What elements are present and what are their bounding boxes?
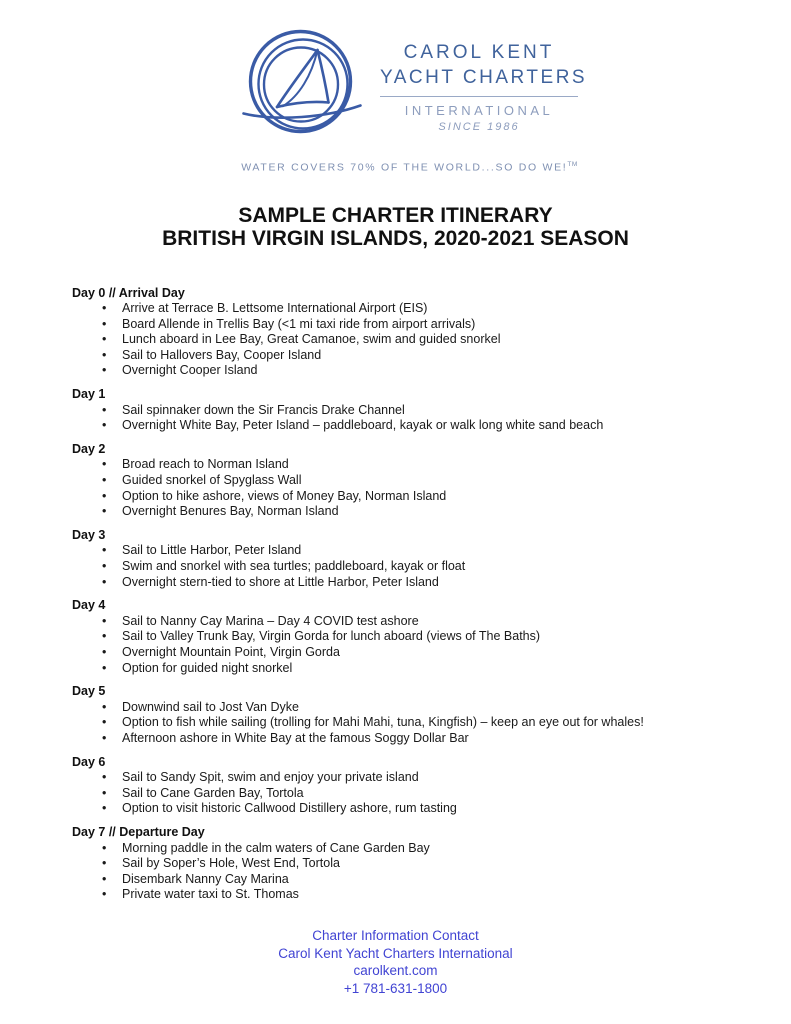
activity-item: • Arrive at Terrace B. Lettsome International Airport (EIS) [72, 301, 719, 317]
activity-item: • Overnight Benures Bay, Norman Island [72, 504, 719, 520]
brand-name-line1: CAROL KENT [403, 42, 555, 63]
day-section [72, 598, 719, 676]
itinerary-list [72, 286, 719, 903]
activity-item: • Private water taxi to St. Thomas [72, 887, 719, 903]
activity-item: • Downwind sail to Jost Van Dyke [72, 700, 719, 716]
document-title [0, 204, 791, 250]
activity-item: • Disembark Nanny Cay Marina [72, 872, 719, 888]
day-activities [72, 770, 719, 817]
day-activities [72, 457, 719, 519]
brand-since: SINCE 1986 [438, 121, 520, 133]
brand-lockup [241, 28, 588, 146]
day-heading: Day 2 [72, 441, 106, 456]
activity-item: • Overnight Mountain Point, Virgin Gorda [72, 645, 719, 661]
activity-item: • Sail to Valley Trunk Bay, Virgin Gorda for lunch aboard (views of The Baths) [72, 629, 719, 645]
day-section [72, 387, 719, 434]
day-heading: Day 4 [72, 598, 106, 613]
activity-item: • Morning paddle in the calm waters of Cane Garden Bay [72, 841, 719, 857]
activity-item: • Afternoon ashore in White Bay at the famous Soggy Dollar Bar [72, 731, 719, 747]
contact-website-link[interactable]: carolkent.com [353, 963, 438, 978]
day-section [72, 684, 719, 746]
brand-header [14, 0, 791, 174]
activity-item: • Broad reach to Norman Island [72, 457, 719, 473]
activity-item: • Guided snorkel of Spyglass Wall [72, 473, 719, 489]
activity-item: • Overnight White Bay, Peter Island – paddleboard, kayak or walk long white sand beach [72, 418, 719, 434]
activity-item: • Sail by Soper’s Hole, West End, Tortola [72, 856, 719, 872]
yacht-sail-logo-icon [241, 28, 366, 146]
activity-item: • Lunch aboard in Lee Bay, Great Camanoe, swim and guided snorkel [72, 332, 719, 348]
brand-subtitle: INTERNATIONAL [404, 103, 554, 118]
brand-tagline-text: WATER COVERS 70% OF THE WORLD...SO DO WE! [241, 161, 568, 174]
contact-phone-link[interactable]: +1 781-631-1800 [343, 980, 448, 996]
activity-item: • Option to visit historic Callwood Distillery ashore, rum tasting [72, 801, 719, 817]
contact-heading: Charter Information Contact [312, 928, 479, 943]
day-section [72, 286, 719, 380]
activity-item: • Option for guided night snorkel [72, 661, 719, 677]
day-heading: Day 3 [72, 527, 106, 542]
brand-name-line2: YACHT CHARTERS [380, 67, 588, 88]
day-heading: Day 1 [72, 387, 106, 402]
day-section [72, 528, 719, 590]
activity-item: • Sail to Cane Garden Bay, Tortola [72, 786, 719, 802]
day-section [72, 442, 719, 520]
activity-item: • Sail to Nanny Cay Marina – Day 4 COVID test ashore [72, 614, 719, 630]
contact-company: Carol Kent Yacht Charters International [278, 945, 513, 961]
day-heading: Day 7 // Departure Day [72, 824, 205, 839]
activity-item: • Board Allende in Trellis Bay (<1 mi taxi ride from airport arrivals) [72, 317, 719, 333]
activity-item: • Overnight stern-tied to shore at Little Harbor, Peter Island [72, 575, 719, 591]
day-heading: Day 5 [72, 684, 106, 699]
day-activities [72, 614, 719, 676]
day-activities [72, 403, 719, 434]
day-heading: Day 6 [72, 754, 106, 769]
day-heading: Day 0 // Arrival Day [72, 285, 185, 300]
activity-item: • Option to hike ashore, views of Money Bay, Norman Island [72, 489, 719, 505]
activity-item: • Sail to Sandy Spit, swim and enjoy your private island [72, 770, 719, 786]
day-activities [72, 301, 719, 379]
activity-item: • Sail to Hallovers Bay, Cooper Island [72, 348, 719, 364]
brand-wordmark [380, 42, 588, 133]
activity-item: • Swim and snorkel with sea turtles; paddleboard, kayak or float [72, 559, 719, 575]
trademark-symbol: TM [567, 161, 578, 168]
day-activities [72, 700, 719, 747]
day-section [72, 755, 719, 817]
activity-item: • Option to fish while sailing (trolling for Mahi Mahi, tuna, Kingfish) – keep an eye out for whales! [72, 715, 719, 731]
contact-footer [0, 927, 791, 997]
activity-item: • Sail to Little Harbor, Peter Island [72, 543, 719, 559]
activity-item: • Sail spinnaker down the Sir Francis Drake Channel [72, 403, 719, 419]
day-section [72, 825, 719, 903]
activity-item: • Overnight Cooper Island [72, 363, 719, 379]
brand-tagline [241, 161, 578, 174]
day-activities [72, 543, 719, 590]
document-title-line2: BRITISH VIRGIN ISLANDS, 2020-2021 SEASON [162, 226, 629, 250]
brand-divider [380, 96, 578, 97]
day-activities [72, 841, 719, 903]
document-title-line1: SAMPLE CHARTER ITINERARY [238, 203, 553, 227]
